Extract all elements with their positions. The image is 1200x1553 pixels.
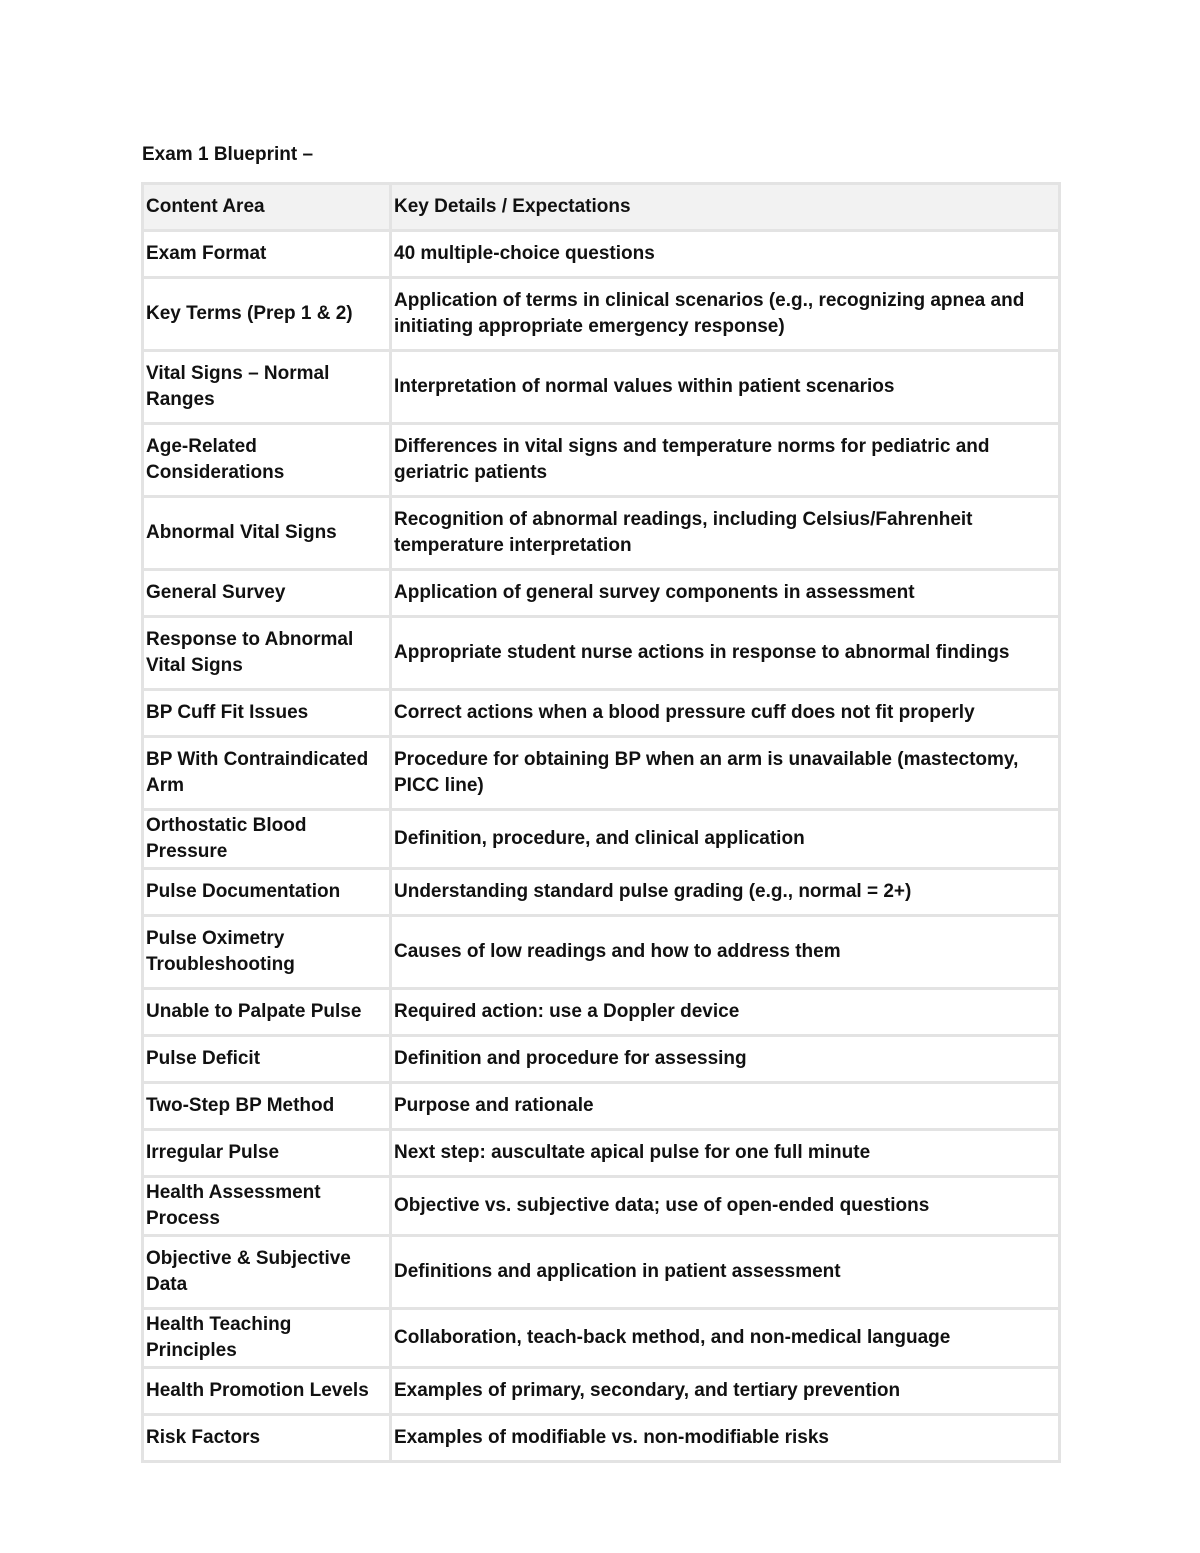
content-area-cell: Unable to Palpate Pulse xyxy=(143,989,391,1036)
key-details-cell: Recognition of abnormal readings, including Celsius/Fahrenheit temperature interpretation xyxy=(391,497,1060,570)
content-area-cell: Pulse Deficit xyxy=(143,1036,391,1083)
table-row xyxy=(143,231,1060,278)
content-area-cell: Health Assessment Process xyxy=(143,1177,391,1236)
key-details-cell: Causes of low readings and how to address them xyxy=(391,916,1060,989)
table-row xyxy=(143,278,1060,351)
key-details-cell: Definition and procedure for assessing xyxy=(391,1036,1060,1083)
key-details-cell: Required action: use a Doppler device xyxy=(391,989,1060,1036)
content-area-cell: Exam Format xyxy=(143,231,391,278)
table-row xyxy=(143,1177,1060,1236)
table-row xyxy=(143,1236,1060,1309)
table-row xyxy=(143,1368,1060,1415)
content-area-cell: BP Cuff Fit Issues xyxy=(143,690,391,737)
key-details-cell: Application of general survey components in assessment xyxy=(391,570,1060,617)
key-details-cell: Next step: auscultate apical pulse for one full minute xyxy=(391,1130,1060,1177)
table-row xyxy=(143,1309,1060,1368)
key-details-cell: Examples of primary, secondary, and tertiary prevention xyxy=(391,1368,1060,1415)
key-details-cell: Understanding standard pulse grading (e.g., normal = 2+) xyxy=(391,869,1060,916)
content-area-cell: BP With Contraindicated Arm xyxy=(143,737,391,810)
table-row xyxy=(143,1415,1060,1462)
page-title: Exam 1 Blueprint – xyxy=(142,144,314,165)
blueprint-table xyxy=(141,182,1061,1463)
key-details-cell: Objective vs. subjective data; use of open-ended questions xyxy=(391,1177,1060,1236)
content-area-cell: Key Terms (Prep 1 & 2) xyxy=(143,278,391,351)
key-details-cell: Definition, procedure, and clinical application xyxy=(391,810,1060,869)
table-row xyxy=(143,424,1060,497)
key-details-cell: Procedure for obtaining BP when an arm is unavailable (mastectomy, PICC line) xyxy=(391,737,1060,810)
content-area-cell: Orthostatic Blood Pressure xyxy=(143,810,391,869)
content-area-cell: General Survey xyxy=(143,570,391,617)
table-row xyxy=(143,916,1060,989)
table-header-row xyxy=(143,184,1060,231)
content-area-cell: Age-Related Considerations xyxy=(143,424,391,497)
content-area-cell: Pulse Documentation xyxy=(143,869,391,916)
content-area-cell: Risk Factors xyxy=(143,1415,391,1462)
table-row xyxy=(143,1036,1060,1083)
table-row xyxy=(143,737,1060,810)
table-row xyxy=(143,690,1060,737)
key-details-cell: Purpose and rationale xyxy=(391,1083,1060,1130)
key-details-cell: Application of terms in clinical scenarios (e.g., recognizing apnea and initiating appropriate emergency response) xyxy=(391,278,1060,351)
key-details-cell: Collaboration, teach-back method, and non-medical language xyxy=(391,1309,1060,1368)
content-area-cell: Two-Step BP Method xyxy=(143,1083,391,1130)
table-row xyxy=(143,351,1060,424)
key-details-cell: 40 multiple-choice questions xyxy=(391,231,1060,278)
table-row xyxy=(143,989,1060,1036)
content-area-cell: Objective & Subjective Data xyxy=(143,1236,391,1309)
key-details-cell: Differences in vital signs and temperature norms for pediatric and geriatric patients xyxy=(391,424,1060,497)
table-row xyxy=(143,570,1060,617)
key-details-cell: Definitions and application in patient assessment xyxy=(391,1236,1060,1309)
table-row xyxy=(143,810,1060,869)
table-row xyxy=(143,1083,1060,1130)
table-row xyxy=(143,617,1060,690)
table-row xyxy=(143,497,1060,570)
key-details-cell: Interpretation of normal values within patient scenarios xyxy=(391,351,1060,424)
content-area-cell: Pulse Oximetry Troubleshooting xyxy=(143,916,391,989)
key-details-cell: Correct actions when a blood pressure cuff does not fit properly xyxy=(391,690,1060,737)
column-header-content-area: Content Area xyxy=(143,184,391,231)
key-details-cell: Examples of modifiable vs. non-modifiable risks xyxy=(391,1415,1060,1462)
table-row xyxy=(143,869,1060,916)
content-area-cell: Irregular Pulse xyxy=(143,1130,391,1177)
content-area-cell: Vital Signs – Normal Ranges xyxy=(143,351,391,424)
content-area-cell: Health Teaching Principles xyxy=(143,1309,391,1368)
content-area-cell: Response to Abnormal Vital Signs xyxy=(143,617,391,690)
content-area-cell: Abnormal Vital Signs xyxy=(143,497,391,570)
column-header-key-details: Key Details / Expectations xyxy=(391,184,1060,231)
table-row xyxy=(143,1130,1060,1177)
key-details-cell: Appropriate student nurse actions in response to abnormal findings xyxy=(391,617,1060,690)
content-area-cell: Health Promotion Levels xyxy=(143,1368,391,1415)
